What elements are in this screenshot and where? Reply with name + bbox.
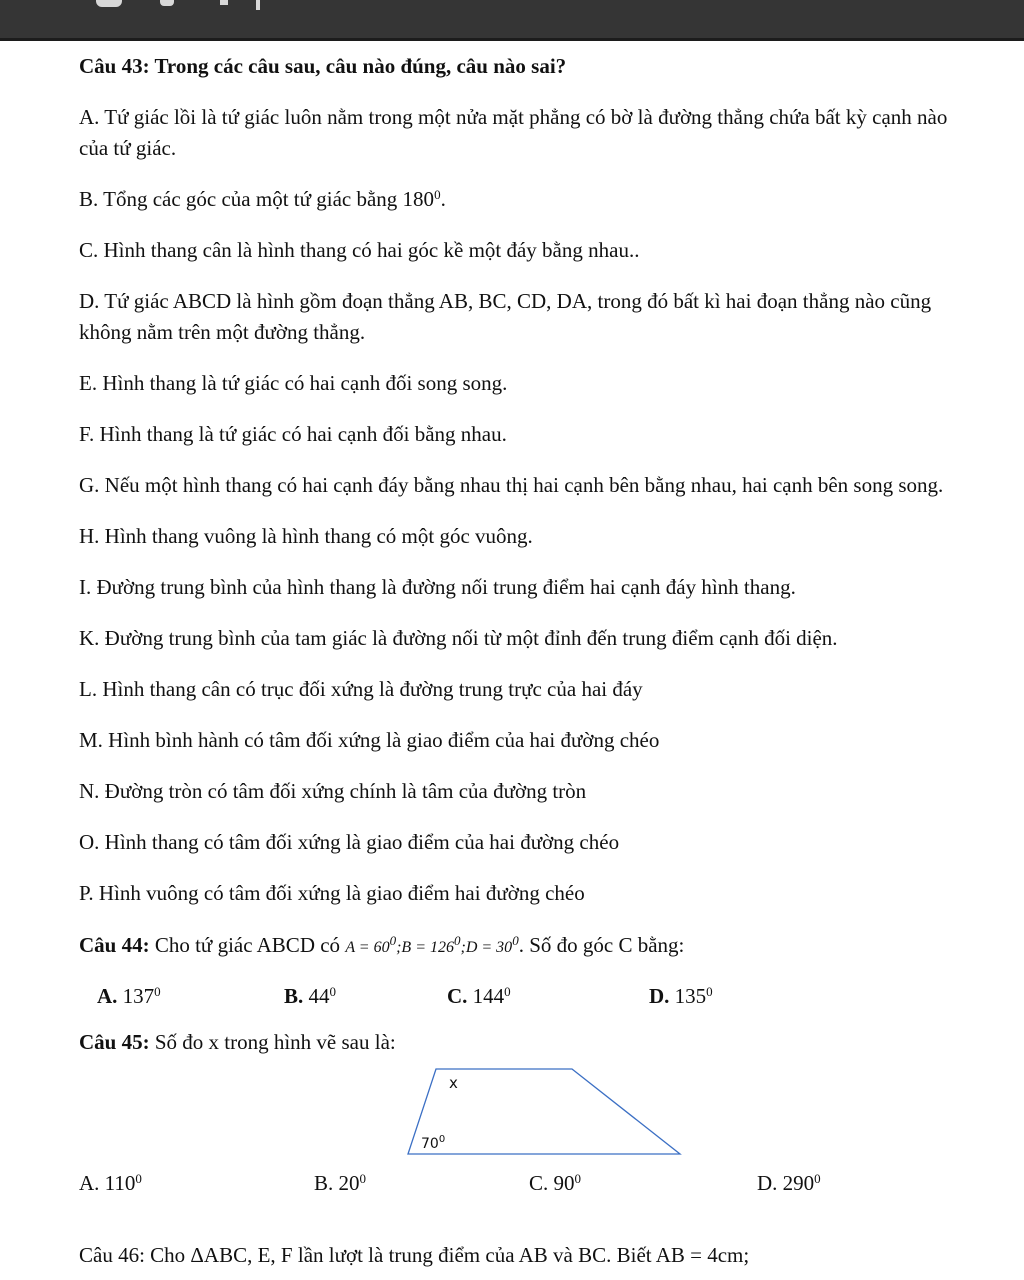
q43-option-g: G. Nếu một hình thang có hai cạnh đáy bằng nhau thị hai cạnh bên bằng nhau, hai cạnh bên song song. [79, 473, 944, 497]
q43-option-c: C. Hình thang cân là hình thang có hai góc kề một đáy bằng nhau.. [79, 238, 640, 262]
q44-answer-c[interactable]: C. $144^0$ [447, 984, 511, 1008]
question-44-text: Cho tứ giác ABCD có [154, 933, 341, 957]
q43-option-h: H. Hình thang vuông là hình thang có một góc vuông. [79, 524, 533, 548]
q43-option-m: M. Hình bình hành có tâm đối xứng là giao điểm của hai đường chéo [79, 728, 660, 752]
q43-option-p: P. Hình vuông có tâm đối xứng là giao điểm hai đường chéo [79, 881, 585, 905]
top-bar [0, 0, 1024, 41]
question-44-math: $A = 60^0;B$ = $126^0;D = 30^0$ [345, 933, 519, 956]
q43-option-e: E. Hình thang là tứ giác có hai cạnh đối song song. [79, 371, 508, 395]
question-44-label: Câu 44: [79, 933, 150, 957]
question-43-title: Câu 43: Trong các câu sau, câu nào đúng, câu nào sai? [79, 54, 567, 78]
question-44-text-after: . Số đo góc C bằng: [518, 933, 685, 957]
figure-label-angle: $70^0$ [421, 1134, 446, 1152]
q43-option-d: D. Tứ giác ABCD là hình gồm đoạn thẳng AB, BC, CD, DA, trong đó bất kì hai đoạn thẳng nào cũng không nằm trên một đường thẳng. [79, 289, 932, 344]
trapezoid-figure [79, 1066, 959, 1166]
q43-option-k: K. Đường trung bình của tam giác là đường nối từ một đỉnh đến trung điểm cạnh đối diện. [79, 626, 838, 650]
q45-answer-d[interactable]: D. $290^0$ [757, 1171, 821, 1195]
topbar-fragment [160, 0, 174, 6]
trapezoid-diagram [79, 1066, 699, 1166]
topbar-fragment [220, 0, 228, 5]
q44-answer-d[interactable]: D. $135^0$ [649, 984, 713, 1008]
q45-answer-b[interactable]: B. $20^0$ [314, 1171, 367, 1195]
q43-option-b: B. Tổng các góc của một tứ giác bằng $180^0$. [79, 187, 446, 211]
q45-answer-c[interactable]: C. $90^0$ [529, 1171, 582, 1195]
q43-option-l: L. Hình thang cân có trục đối xứng là đường trung trực của hai đáy [79, 677, 643, 701]
q43-option-f: F. Hình thang là tứ giác có hai cạnh đối bằng nhau. [79, 422, 507, 446]
q43-option-n: N. Đường tròn có tâm đối xứng chính là tâm của đường tròn [79, 779, 587, 803]
topbar-fragment [256, 0, 260, 10]
q43-option-o: O. Hình thang có tâm đối xứng là giao điểm của hai đường chéo [79, 830, 620, 854]
question-45-text: Số đo x trong hình vẽ sau là: [154, 1030, 396, 1054]
question-46-cutoff: Câu 46: Cho ΔABC, E, F lần lượt là trung điểm của AB và BC. Biết AB = 4cm; [79, 1243, 750, 1267]
q43-option-i: I. Đường trung bình của hình thang là đường nối trung điểm hai cạnh đáy hình thang. [79, 575, 796, 599]
q45-answer-a[interactable]: A. $110^0$ [79, 1171, 142, 1195]
question-45-answers [79, 1168, 959, 1200]
question-45 [79, 1027, 959, 1058]
document-content [79, 41, 959, 1200]
topbar-fragment [96, 0, 122, 7]
figure-label-x: x [449, 1074, 458, 1092]
q44-answer-a[interactable]: A. $137^0$ [97, 984, 161, 1008]
q44-answer-b[interactable]: B. $44^0$ [284, 984, 337, 1008]
question-45-label: Câu 45: [79, 1030, 150, 1054]
question-44 [79, 930, 959, 963]
question-44-answers [79, 981, 959, 1013]
q43-option-a: A. Tứ giác lồi là tứ giác luôn nằm trong một nửa mặt phẳng có bờ là đường thẳng chứa bất kỳ cạnh nào của tứ giác. [79, 105, 948, 160]
